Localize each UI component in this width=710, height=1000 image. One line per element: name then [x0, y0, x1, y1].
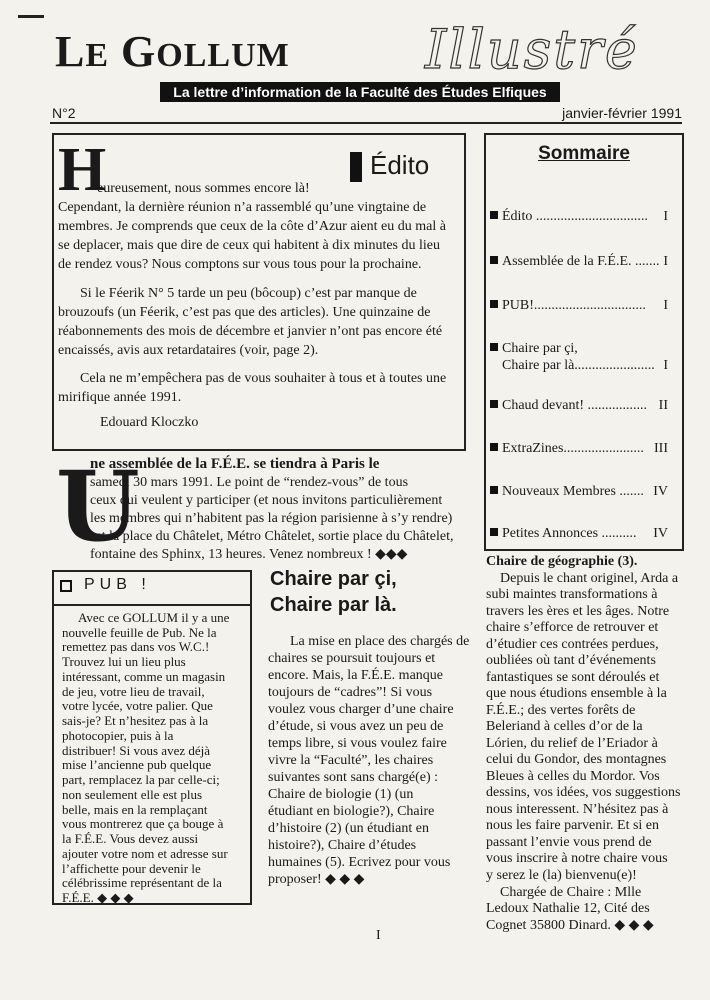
- sommaire-title: Sommaire: [538, 143, 630, 164]
- header-rule: [50, 122, 682, 124]
- pub-line: vous montrerez que ça bouge à: [62, 816, 224, 832]
- geo-line: travers les ères et les âges. Notre: [486, 604, 670, 619]
- pub-rule: [52, 604, 252, 606]
- pub-line: part, remplacez la par celle-ci;: [62, 772, 220, 788]
- geo-line: que nous étudions ensemble à la: [486, 686, 667, 701]
- corner-mark: [18, 15, 44, 18]
- pub-line: Avec ce GOLLUM il y a une: [78, 610, 230, 625]
- bullet-icon: [490, 211, 498, 219]
- toc-item-edito[interactable]: Édito ................................ I: [490, 208, 668, 225]
- chaire-line: humaines (5). Ecrivez pour vous: [268, 855, 451, 870]
- pub-line: sais-je? Et n’hesitez pas à la: [62, 713, 209, 729]
- pub-line: l’affichette pour devenir le: [62, 860, 201, 876]
- pub-line: distribuer! Si vous avez déjà: [62, 742, 211, 758]
- toc-item-extrazines[interactable]: ExtraZines....................... III: [490, 440, 668, 457]
- geo-line: vous inscrire à notre chaire vous: [486, 851, 668, 866]
- pub-line: photocopier, puis à la: [62, 727, 174, 743]
- toc-item-chaire[interactable]: Chaire par çi, Chaire par là....................... I: [490, 340, 668, 374]
- issue-date: janvier-février 1991: [562, 105, 682, 121]
- geo-line: Ledoux Nathalie 12, Cité des: [486, 901, 650, 916]
- page-number: I: [376, 928, 381, 943]
- geo-line: F.É.E.; des vertes forêts de: [486, 703, 636, 718]
- chaire-line: d’étude, si vous avez un peu de: [268, 719, 444, 734]
- bullet-icon: [490, 256, 498, 264]
- bullet-icon: [490, 300, 498, 308]
- assemblee-line: ceux qui veulent y participer (et nous invitons particulièrement: [90, 493, 443, 508]
- edito-heading: Édito: [370, 150, 430, 180]
- pub-line: intéressant, comme un magasin: [62, 668, 226, 684]
- edito-dropcap: H: [58, 136, 107, 204]
- chaire-line: voulez vous charger d’une chaire: [268, 702, 454, 717]
- edito-line: Cela ne m’empêchera pas de vous souhaiter à tous et à toutes une: [80, 371, 447, 386]
- checkbox-icon: [60, 580, 72, 592]
- edito-line: membres. Je comprends que ceux de la côte d’Azur aient eu du mal à: [58, 219, 446, 234]
- geo-line: Depuis le chant originel, Arda a: [500, 571, 679, 586]
- chaire-line: proposer! ◆ ◆ ◆: [268, 872, 365, 887]
- assemblee-dropcap: U: [56, 450, 140, 563]
- geo-line: dessins, vos idées, vos suggestions: [486, 785, 681, 800]
- bullet-icon: [490, 486, 498, 494]
- edito-line: encaissés, avis aux retardataires (voir, page 2).: [58, 343, 319, 358]
- pub-line: non seulement elle est plus: [62, 786, 203, 802]
- bullet-icon: [490, 343, 498, 351]
- toc-item-nouveaux-membres[interactable]: Nouveaux Membres ....... IV: [490, 483, 668, 500]
- edito-signature: Edouard Kloczko: [100, 415, 199, 430]
- edito-line: réabonnements des mois de décembre et janvier n’ont pas encore été: [58, 324, 443, 339]
- geo-line: Bleues à celles du Mordor. Vos: [486, 769, 660, 784]
- chaire-line: Chaire de biologie (1) (un: [268, 787, 414, 802]
- assemblee-line: samedi 30 mars 1991. Le point de “rendez-vous” de tous: [90, 475, 409, 490]
- bullet-icon: [490, 528, 498, 536]
- pub-line: F.É.E. ◆ ◆ ◆: [62, 890, 134, 905]
- chaire-line: encore. Mais, la F.É.E. manque: [268, 668, 443, 683]
- geo-line: y serez le (la) bienvenu(e)!: [486, 868, 637, 883]
- pub-line: belle, mais en la remplaçant: [62, 801, 208, 817]
- issue-number: N°2: [52, 105, 76, 121]
- pub-line: Trouvez lui un lieu plus: [62, 654, 186, 670]
- bullet-icon: [490, 400, 498, 408]
- edito-line: se deplacer, mais que dire de ceux qui habitent à dix minutes du lieu: [58, 238, 440, 253]
- geo-line: d’étudier ces contrées perdues,: [486, 637, 659, 652]
- pub-line: mise l’ancienne pub quelque: [62, 757, 212, 773]
- masthead-illustre: Illustré: [425, 18, 639, 81]
- geo-line: Beleriand à celles d’or de la: [486, 719, 643, 734]
- pub-line: votre lycée, votre palier. Que: [62, 698, 213, 714]
- edito-line: mirifique année 1991.: [58, 390, 182, 405]
- geo-line: chaire s’efforce de retrouver et: [486, 620, 659, 635]
- edito-line: brouzoufs (un Féerik, c’est pas que des articles). Une quinzaine de: [58, 305, 431, 320]
- geo-line: nous interessent. N’hésitez pas à: [486, 802, 669, 817]
- assemblee-line: les membres qui n’habitent pas la région parisienne à s’y rendre): [90, 511, 453, 526]
- pub-line: de jeu, votre lieu de travail,: [62, 683, 205, 699]
- bullet-icon: [490, 443, 498, 451]
- edito-line: de rendez vous? Nous comptons sur vous tous pour la prochaine.: [58, 257, 422, 272]
- geo-line: fantastiques se sont déroulés et: [486, 670, 660, 685]
- pub-line: remettez pas dans vos W.C.!: [62, 639, 210, 655]
- geo-line: oubliées où tant d’événements: [486, 653, 656, 668]
- pub-line: nouvelle feuille de Pub. Ne la: [62, 624, 217, 640]
- pub-heading: PUB !: [84, 576, 151, 593]
- chaire-title: Chaire par çi, Chaire par là.: [270, 568, 397, 616]
- geo-line: nous les faire parvenir. Et si en: [486, 818, 660, 833]
- assemblee-line: est la place du Châtelet, Métro Châtelet, sortie place du Châtelet,: [90, 529, 454, 544]
- toc-item-petites-annonces[interactable]: Petites Annonces .......... IV: [490, 525, 668, 542]
- edito-line: Cependant, la dernière réunion n’a rassemblé qu’une vingtaine de: [58, 200, 427, 215]
- chaire-line: temps libre, si vous voulez faire: [268, 736, 447, 751]
- geo-line: Cognet 35800 Dinard. ◆ ◆ ◆: [486, 918, 654, 933]
- chaire-line: toujours de “cadres”! Si vous: [268, 685, 433, 700]
- pub-line: ajouter votre nom et adresse sur: [62, 845, 228, 861]
- chaire-line: chaires se poursuit toujours et: [268, 651, 436, 666]
- tagline: La lettre d’information de la Faculté des Études Elfiques: [160, 82, 560, 102]
- masthead-title: LE GOLLUM: [55, 27, 290, 76]
- edito-heading-bar: [350, 152, 362, 182]
- pub-line: célébrissime représentant de la: [62, 875, 222, 891]
- geo-line: Chargée de Chaire : Mlle: [500, 885, 642, 900]
- toc-item-chaud-devant[interactable]: Chaud devant! ................. II: [490, 397, 668, 414]
- pub-line: la F.É.E. Vous devez aussi: [62, 831, 199, 847]
- chaire-line: vivre la “Faculté”, les chaires: [268, 753, 434, 768]
- toc-item-assemblee[interactable]: Assemblée de la F.É.E. ....... I: [490, 253, 668, 270]
- geo-line: passant l’envie vous prend de: [486, 835, 652, 850]
- chaire-line: La mise en place des chargés de: [290, 634, 470, 649]
- edito-line: eureusement, nous sommes encore là!: [97, 181, 310, 196]
- geo-line: Lórien, du relief de l’Eriador à: [486, 736, 658, 751]
- chaire-line: étudiant en biologie?), Chaire: [268, 804, 435, 819]
- chaire-line: suivantes sont sans chargé(e) :: [268, 770, 439, 785]
- geo-line: subi maintes transformations à: [486, 587, 658, 602]
- geo-line: celui du Gondor, des montagnes: [486, 752, 667, 767]
- geographie-title: Chaire de géographie (3).: [486, 554, 638, 569]
- assemblee-line: ne assemblée de la F.É.E. se tiendra à Paris le: [90, 456, 380, 472]
- chaire-line: histoire?), Chaire d’études: [268, 838, 417, 853]
- edito-line: Si le Féerik N° 5 tarde un peu (bôcoup) c’est par manque de: [80, 286, 417, 301]
- toc-item-pub[interactable]: PUB!................................ I: [490, 297, 668, 314]
- assemblee-line: fontaine des Sphinx, 13 heures. Venez nombreux ! ◆◆◆: [90, 547, 408, 562]
- chaire-line: d’histoire (2) (un étudiant en: [268, 821, 429, 836]
